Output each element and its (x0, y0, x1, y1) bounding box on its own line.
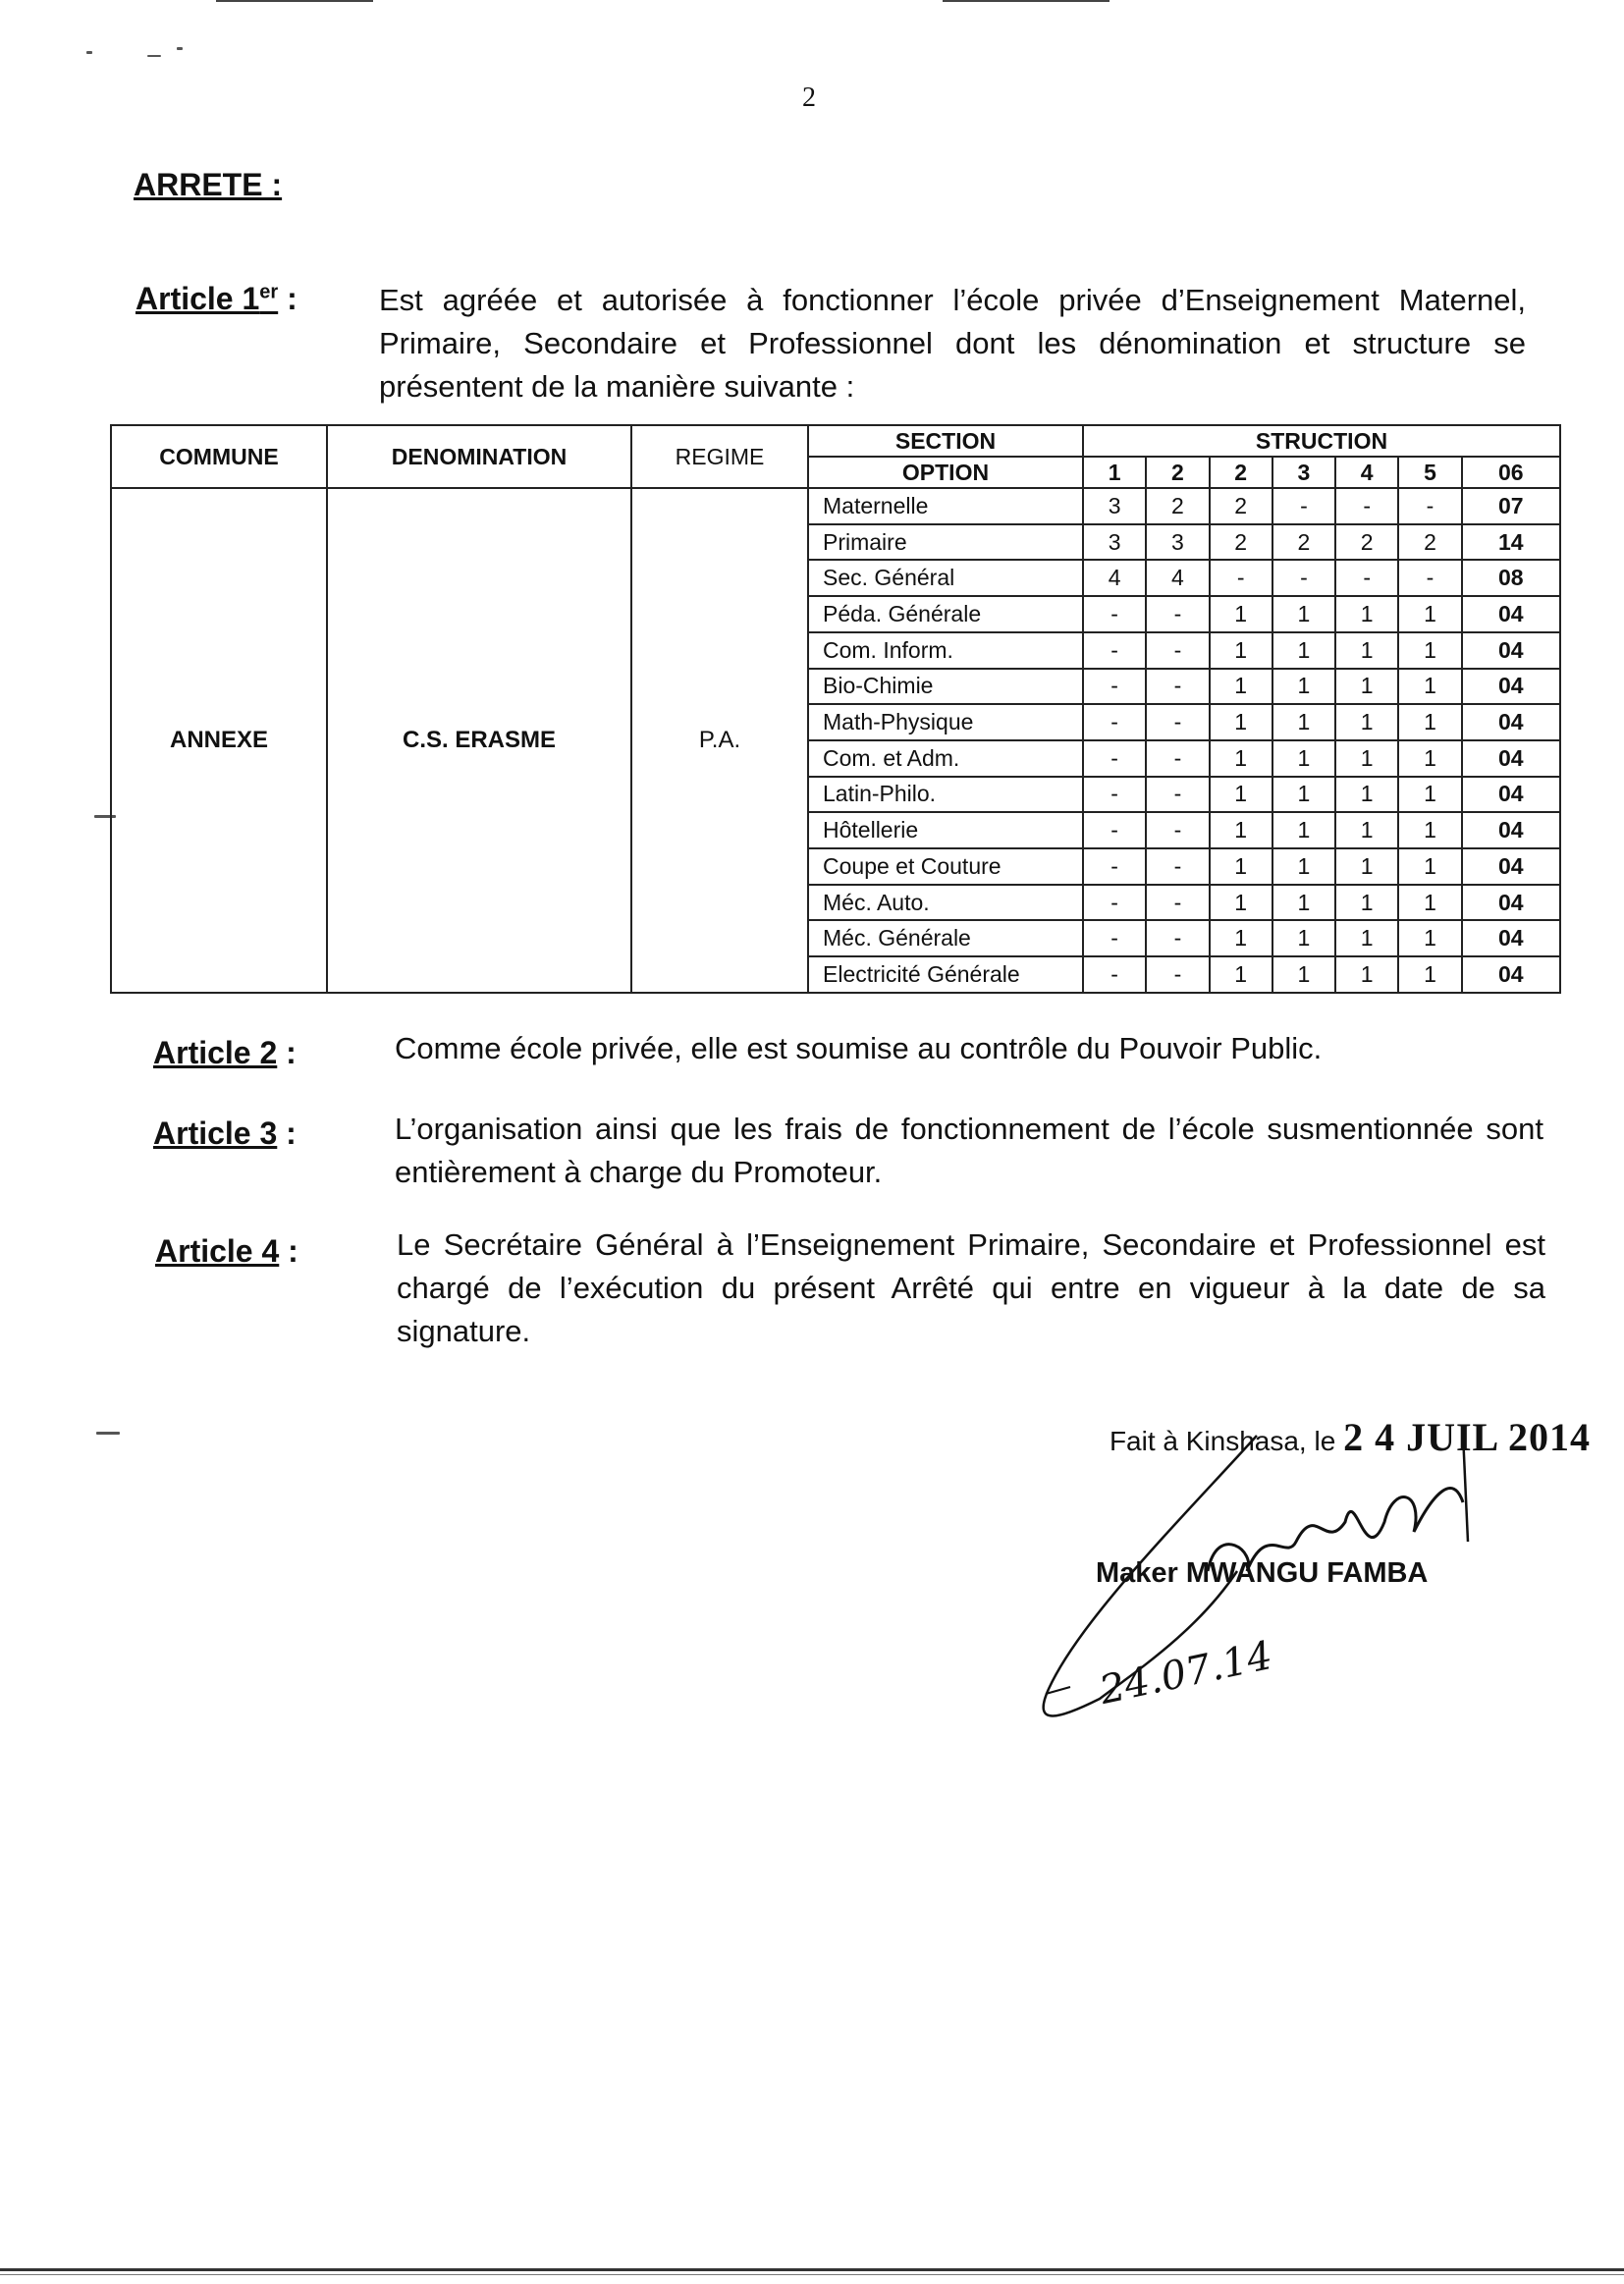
class-count-cell: - (1083, 885, 1146, 921)
class-count-cell: 1 (1272, 848, 1335, 885)
option-cell: Latin-Philo. (808, 777, 1083, 813)
option-cell: Méc. Générale (808, 920, 1083, 956)
class-count-cell: - (1083, 669, 1146, 705)
class-count-cell: 1 (1210, 885, 1272, 921)
class-count-cell: - (1272, 488, 1335, 524)
scan-edge-line (216, 0, 373, 2)
class-count-cell: 1 (1210, 956, 1272, 993)
class-count-cell: - (1083, 632, 1146, 669)
class-count-cell: 1 (1398, 632, 1461, 669)
class-count-cell: - (1083, 848, 1146, 885)
total-cell: 04 (1462, 848, 1560, 885)
class-count-cell: 1 (1398, 777, 1461, 813)
class-count-cell: 1 (1335, 777, 1398, 813)
article-1-label: Article 1er : (135, 281, 298, 316)
scan-bottom-edge (0, 2274, 1624, 2275)
class-count-cell: - (1146, 596, 1209, 632)
scan-speck (96, 1432, 120, 1435)
article-4-label: Article 4 : (155, 1233, 298, 1269)
scan-edge-line (943, 0, 1110, 2)
header-commune: COMMUNE (111, 425, 327, 488)
article-4-text: Le Secrétaire Général à l’Enseignement Primaire, Secondaire et Professionnel est chargé de l’exécution du présent Arrêté qui entre en vigueur à la date de sa signature. (397, 1227, 1545, 1348)
class-count-cell: - (1398, 560, 1461, 596)
class-count-cell: - (1335, 488, 1398, 524)
class-count-cell: - (1146, 812, 1209, 848)
class-count-cell: 2 (1210, 524, 1272, 561)
class-count-cell: 1 (1272, 920, 1335, 956)
header-year: 1 (1083, 457, 1146, 488)
class-count-cell: 1 (1335, 920, 1398, 956)
class-count-cell: 1 (1272, 632, 1335, 669)
class-count-cell: - (1083, 596, 1146, 632)
class-count-cell: - (1210, 560, 1272, 596)
total-cell: 04 (1462, 777, 1560, 813)
total-cell: 04 (1462, 812, 1560, 848)
option-cell: Sec. Général (808, 560, 1083, 596)
article-2-text: Comme école privée, elle est soumise au contrôle du Pouvoir Public. (395, 1031, 1323, 1065)
class-count-cell: - (1398, 488, 1461, 524)
header-section: SECTION (808, 425, 1083, 457)
total-cell: 04 (1462, 596, 1560, 632)
header-denomination: DENOMINATION (327, 425, 631, 488)
commune-cell: ANNEXE (111, 488, 327, 993)
total-cell: 08 (1462, 560, 1560, 596)
class-count-cell: 1 (1272, 596, 1335, 632)
article-2-label: Article 2 : (153, 1035, 297, 1070)
header-year: 5 (1398, 457, 1461, 488)
class-count-cell: 3 (1083, 524, 1146, 561)
class-count-cell: 1 (1335, 885, 1398, 921)
class-count-cell: 1 (1210, 740, 1272, 777)
class-count-cell: 1 (1210, 812, 1272, 848)
class-count-cell: 1 (1398, 920, 1461, 956)
class-count-cell: 2 (1398, 524, 1461, 561)
total-cell: 04 (1462, 704, 1560, 740)
class-count-cell: 1 (1335, 956, 1398, 993)
article-3-label: Article 3 : (153, 1115, 297, 1151)
class-count-cell: 1 (1335, 704, 1398, 740)
class-count-cell: 1 (1210, 632, 1272, 669)
scan-speck (86, 51, 92, 54)
header-total: 06 (1462, 457, 1560, 488)
signature-block (1001, 1375, 1591, 1787)
option-cell: Com. et Adm. (808, 740, 1083, 777)
total-cell: 04 (1462, 920, 1560, 956)
option-cell: Primaire (808, 524, 1083, 561)
class-count-cell: 1 (1210, 704, 1272, 740)
class-count-cell: 1 (1210, 669, 1272, 705)
class-count-cell: 1 (1335, 848, 1398, 885)
regime-cell: P.A. (631, 488, 808, 993)
table-header-row (111, 425, 1560, 457)
class-count-cell: - (1146, 669, 1209, 705)
class-count-cell: 2 (1210, 488, 1272, 524)
class-count-cell: 1 (1272, 777, 1335, 813)
class-count-cell: 1 (1398, 956, 1461, 993)
class-count-cell: - (1146, 920, 1209, 956)
class-count-cell: 3 (1146, 524, 1209, 561)
class-count-cell: 1 (1210, 596, 1272, 632)
option-cell: Electricité Générale (808, 956, 1083, 993)
option-cell: Hôtellerie (808, 812, 1083, 848)
total-cell: 14 (1462, 524, 1560, 561)
class-count-cell: 1 (1335, 812, 1398, 848)
header-year: 3 (1272, 457, 1335, 488)
class-count-cell: - (1083, 920, 1146, 956)
class-count-cell: 3 (1083, 488, 1146, 524)
scan-bottom-edge (0, 2268, 1624, 2271)
class-count-cell: 1 (1210, 777, 1272, 813)
total-cell: 07 (1462, 488, 1560, 524)
class-count-cell: 1 (1335, 740, 1398, 777)
class-count-cell: - (1083, 812, 1146, 848)
header-year: 2 (1146, 457, 1209, 488)
header-struction: STRUCTION (1083, 425, 1560, 457)
class-count-cell: 1 (1398, 740, 1461, 777)
class-count-cell: - (1083, 956, 1146, 993)
option-cell: Bio-Chimie (808, 669, 1083, 705)
class-count-cell: 1 (1335, 632, 1398, 669)
class-count-cell: 1 (1398, 885, 1461, 921)
option-cell: Péda. Générale (808, 596, 1083, 632)
denomination-cell: C.S. ERASME (327, 488, 631, 993)
scan-speck (147, 55, 161, 57)
total-cell: 04 (1462, 885, 1560, 921)
article-1-text: Est agréée et autorisée à fonctionner l’école privée d’Enseignement Maternel, Primaire, Secondaire et Professionnel dont les dénomination et structure se présentent de la manière suivante : (379, 283, 1526, 404)
table-row (111, 488, 1560, 524)
class-count-cell: - (1146, 848, 1209, 885)
total-cell: 04 (1462, 956, 1560, 993)
class-count-cell: 2 (1335, 524, 1398, 561)
class-count-cell: 1 (1272, 956, 1335, 993)
class-count-cell: 1 (1398, 848, 1461, 885)
header-year: 2 (1210, 457, 1272, 488)
option-cell: Maternelle (808, 488, 1083, 524)
option-cell: Méc. Auto. (808, 885, 1083, 921)
class-count-cell: - (1272, 560, 1335, 596)
school-structure-table (110, 424, 1561, 994)
scan-speck (177, 47, 183, 50)
class-count-cell: 1 (1272, 812, 1335, 848)
option-cell: Math-Physique (808, 704, 1083, 740)
class-count-cell: 1 (1272, 740, 1335, 777)
header-regime: REGIME (631, 425, 808, 488)
class-count-cell: 4 (1146, 560, 1209, 596)
place-text: Fait à Kinshasa, le (1109, 1426, 1336, 1456)
class-count-cell: 1 (1335, 669, 1398, 705)
article-3-text: L’organisation ainsi que les frais de fonctionnement de l’école susmentionnée sont entièrement à charge du Promoteur. (395, 1112, 1543, 1189)
option-cell: Coupe et Couture (808, 848, 1083, 885)
class-count-cell: 1 (1210, 848, 1272, 885)
class-count-cell: 2 (1146, 488, 1209, 524)
class-count-cell: 1 (1398, 704, 1461, 740)
class-count-cell: - (1083, 777, 1146, 813)
class-count-cell: 2 (1272, 524, 1335, 561)
class-count-cell: - (1146, 777, 1209, 813)
class-count-cell: - (1335, 560, 1398, 596)
total-cell: 04 (1462, 632, 1560, 669)
class-count-cell: - (1146, 740, 1209, 777)
class-count-cell: - (1083, 704, 1146, 740)
class-count-cell: 1 (1210, 920, 1272, 956)
class-count-cell: 1 (1272, 704, 1335, 740)
class-count-cell: 1 (1398, 669, 1461, 705)
class-count-cell: - (1083, 740, 1146, 777)
signer-name: Maker MWANGU FAMBA (1096, 1557, 1429, 1589)
class-count-cell: - (1146, 885, 1209, 921)
class-count-cell: 1 (1398, 596, 1461, 632)
class-count-cell: - (1146, 956, 1209, 993)
decree-heading: ARRETE : (134, 167, 283, 202)
class-count-cell: 1 (1398, 812, 1461, 848)
class-count-cell: - (1146, 632, 1209, 669)
class-count-cell: 1 (1335, 596, 1398, 632)
page-number: 2 (802, 82, 816, 113)
class-count-cell: - (1146, 704, 1209, 740)
handwritten-date: 24.07.14 (1096, 1632, 1276, 1713)
class-count-cell: 1 (1272, 885, 1335, 921)
signature-place-date (1110, 1414, 1591, 1460)
total-cell: 04 (1462, 740, 1560, 777)
header-year: 4 (1335, 457, 1398, 488)
class-count-cell: 4 (1083, 560, 1146, 596)
class-count-cell: 1 (1272, 669, 1335, 705)
date-stamp: 2 4 JUIL 2014 (1343, 1415, 1591, 1459)
header-option: OPTION (808, 457, 1083, 488)
option-cell: Com. Inform. (808, 632, 1083, 669)
total-cell: 04 (1462, 669, 1560, 705)
